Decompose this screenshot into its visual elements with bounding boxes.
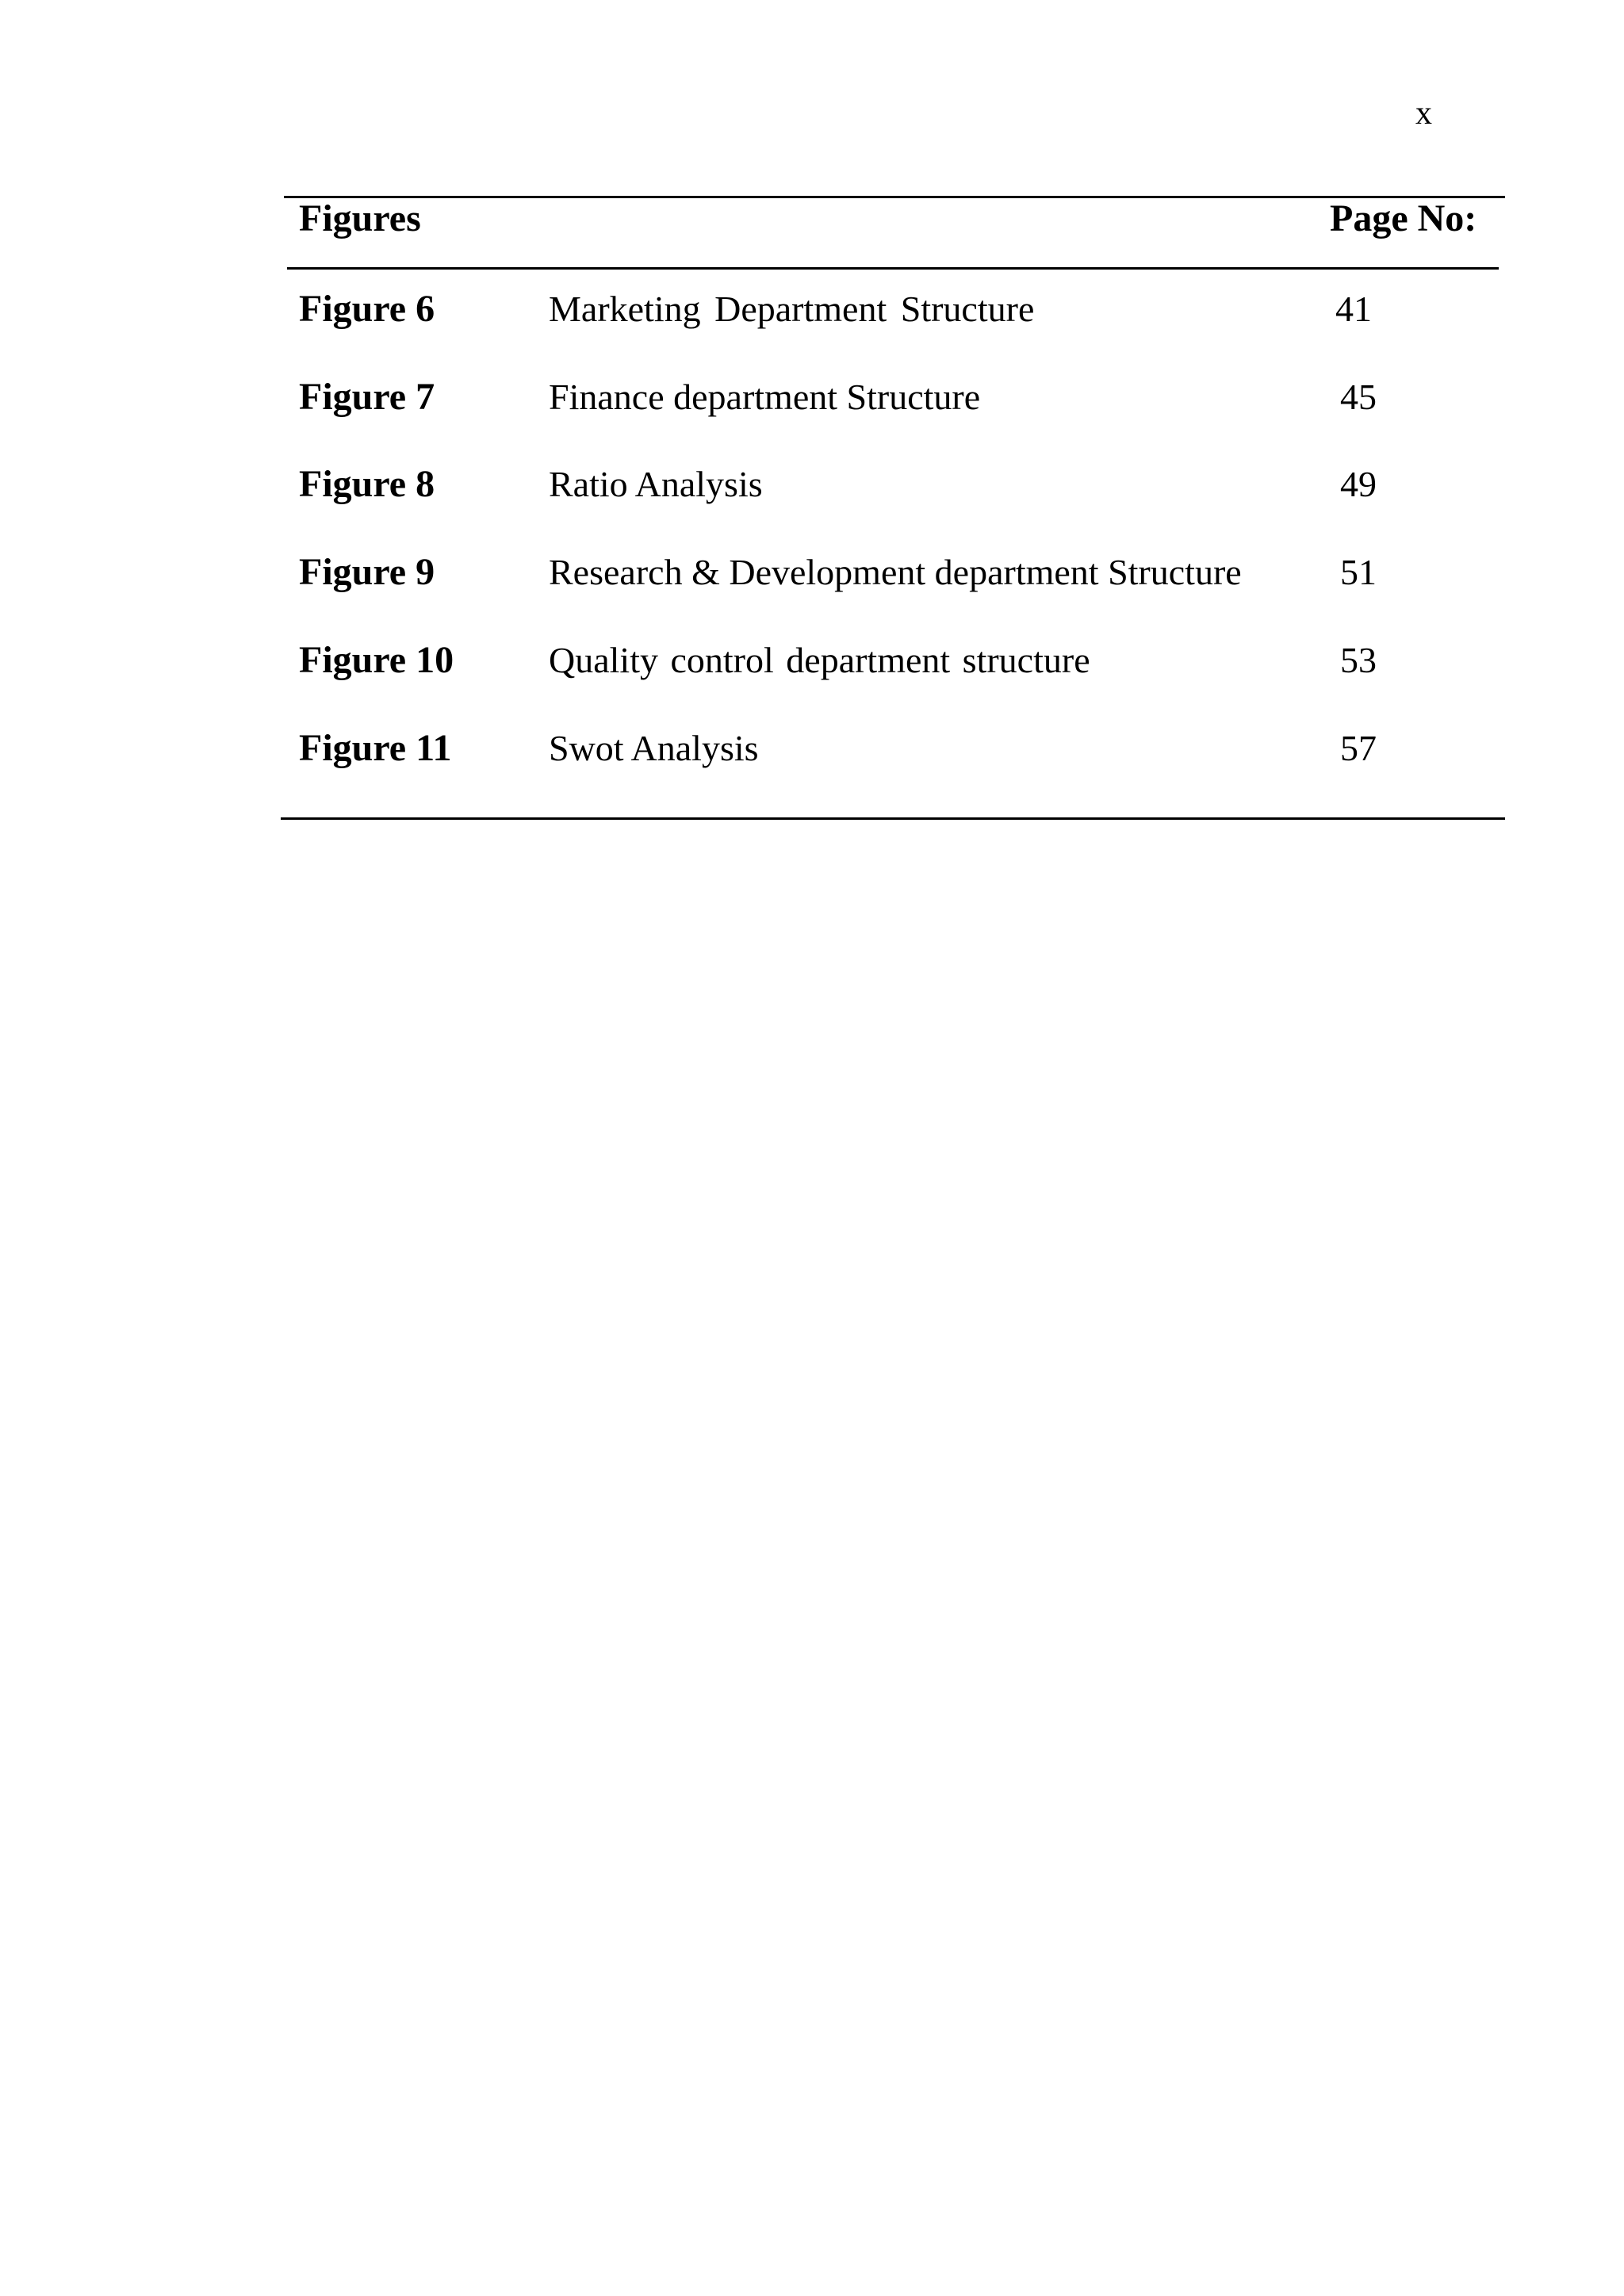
table-top-rule	[284, 196, 1505, 198]
figure-title: Quality control department structure	[549, 640, 1090, 680]
figure-label: Figure 11	[299, 727, 452, 769]
table-row	[0, 461, 1624, 508]
figure-label: Figure 9	[299, 551, 435, 593]
table-bottom-rule	[281, 817, 1505, 820]
figure-page: 45	[1340, 377, 1377, 417]
table-row	[0, 725, 1624, 772]
figure-page: 49	[1340, 464, 1377, 504]
figure-page: 41	[1335, 289, 1372, 329]
table-row	[0, 285, 1624, 333]
table-header-rule	[287, 267, 1499, 270]
figure-title: Swot Analysis	[549, 728, 759, 768]
table-row	[0, 373, 1624, 421]
header-page-no: Page No:	[1330, 197, 1477, 239]
figure-title: Marketing Department Structure	[549, 289, 1035, 329]
figure-title: Finance department Structure	[549, 377, 981, 417]
figure-page: 53	[1340, 640, 1377, 680]
header-figures: Figures	[299, 197, 421, 239]
figure-label: Figure 8	[299, 463, 435, 505]
figure-label: Figure 6	[299, 288, 435, 330]
figure-page: 51	[1340, 552, 1377, 592]
table-row	[0, 549, 1624, 596]
figure-title: Research & Development department Structure	[549, 552, 1242, 592]
figure-title: Ratio Analysis	[549, 464, 763, 504]
page-number: x	[1415, 95, 1432, 132]
figure-page: 57	[1340, 728, 1377, 768]
table-row	[0, 637, 1624, 684]
figure-label: Figure 10	[299, 639, 454, 681]
figure-label: Figure 7	[299, 376, 435, 418]
